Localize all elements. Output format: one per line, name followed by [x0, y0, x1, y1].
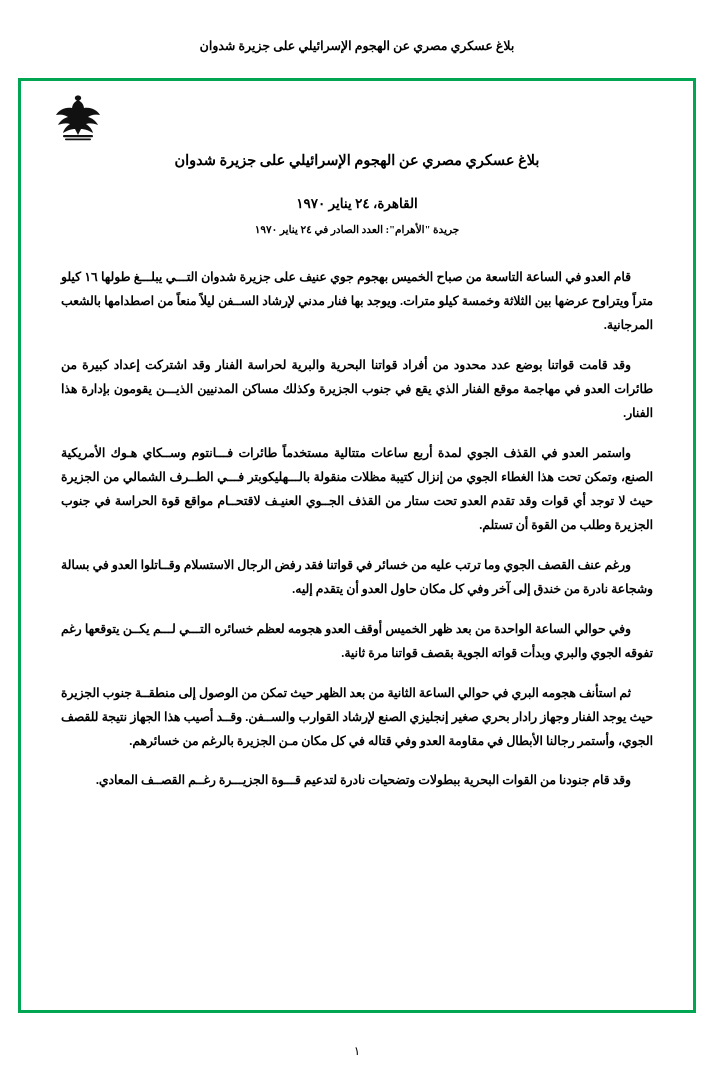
- paragraph: واستمر العدو في القذف الجوي لمدة أربع ساعات متتالية مستخدماً طائرات فـــانتوم وســكاي هـوك الأمريكية الصنع، وتمكن تحت هذا الغطاء الجوي من إنزال كتيبة مظلات منقولة بالـــهليكوبتر فـــي الطــرف الشمالي من الجزيرة حيث لا توجد أي قوات وقد تقدم العدو تحت ستار من القذف الجــوي العنيـف لاقتحــام مواقع قوة الحراسة في جنوب الجزيرة وطلب من القوة أن تستلم.: [61, 445, 653, 532]
- paragraph: وقد قامت قواتنا بوضع عدد محدود من أفراد قواتنا البحرية والبرية لحراسة الفنار وقد اشتركت إعداد كبيرة من طائرات العدو في مهاجمة موقع الفنار الذي يقع في جنوب الجزيرة وكذلك مساكن المدنيين الذيـــن يقومون بإدارة هذا الفنار.: [61, 357, 653, 420]
- document-date-line: القاهرة، ٢٤ يناير ١٩٧٠: [296, 196, 418, 211]
- document-source-line: جريدة "الأهرام": العدد الصادر في ٢٤ يناير ١٩٧٠: [254, 225, 460, 236]
- paragraph: ورغم عنف القصف الجوي وما ترتب عليه من خسائر في قواتنا فقد رفض الرجال الاستسلام وقــاتلوا العدو في بسالة وشجاعة نادرة من خندق إلى آخر وفي كل مكان حاول العدو أن يتقدم إليه.: [61, 557, 653, 596]
- paragraph: قام العدو في الساعة التاسعة من صباح الخميس بهجوم جوي عنيف على جزيرة شدوان التـــي يبلـــغ طولها ١٦ كيلو متراً ويتراوح عرضها بين الثلاثة وخمسة كيلو مترات. ويوجد بها فنار مدني لإرشاد الســفن ليلاً منعاً من اصطدامها بالشعب المرجانية.: [61, 270, 653, 332]
- paragraph: ثم استأنف هجومه البري في حوالي الساعة الثانية من بعد الظهر حيث تمكن من الوصول إلى منطقــة جنوب الجزيرة حيث يوجد الفنار وجهاز رادار بحري صغير إنجليزي الصنع لإرشاد القوارب والســفن. وقــد أصيب هذا الجهاز نتيجة للقصف الجوي، وأستمر رجالنا الأبطال في مقاومة العدو وفي قتاله في كل مكان مـن الجزيرة بالرغم من خسائرهم.: [61, 685, 653, 748]
- paragraph: وفي حوالي الساعة الواحدة من بعد ظهر الخميس أوقف العدو هجومه لعظم خسائره التـــي لـــم يكــن يتوقعها رغم تفوقه الجوي والبري وبدأت قواته الجوية بقصف قواتنا مرة ثانية.: [61, 621, 653, 660]
- page-content: [21, 81, 693, 1010]
- paragraph: وقد قام جنودنا من القوات البحرية ببطولات وتضحيات نادرة لتدعيم قـــوة الجزيـــرة رغــم القصــف المعادي.: [95, 773, 631, 788]
- page-border-frame: [18, 78, 696, 1013]
- document-title: بلاغ عسكري مصري عن الهجوم الإسرائيلي على جزيرة شدوان: [174, 153, 540, 169]
- eagle-emblem-icon: [55, 91, 101, 143]
- document-body: [61, 266, 653, 793]
- page-number: ١: [353, 1044, 361, 1058]
- running-head: بلاغ عسكري مصري عن الهجوم الإسرائيلي على جزيرة شدوان: [199, 39, 515, 53]
